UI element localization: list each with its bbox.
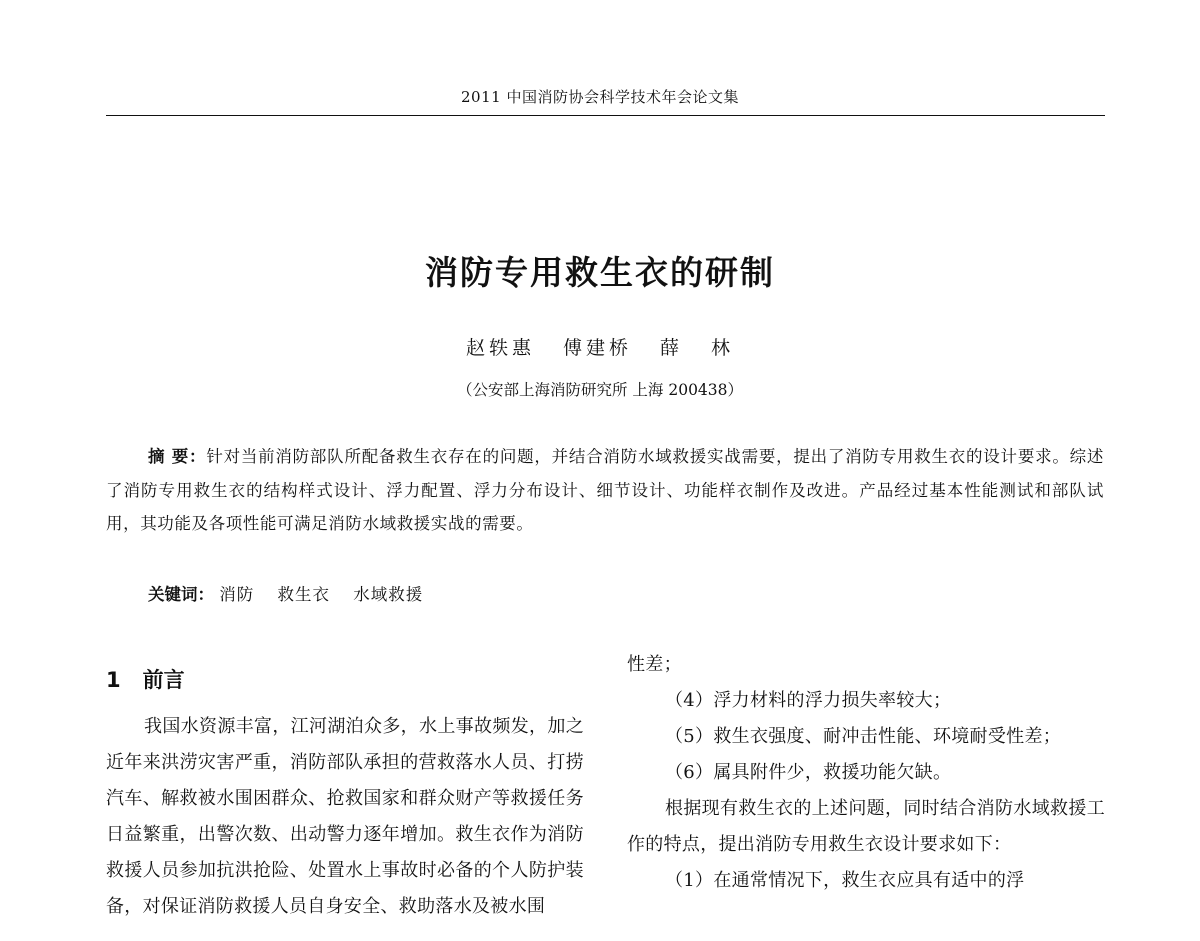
section-title: 前言: [142, 668, 185, 692]
abstract-text: 针对当前消防部队所配备救生衣存在的问题，并结合消防水域救援实战需要，提出了消防专用救生衣的设计要求。综述了消防专用救生衣的结构样式设计、浮力配置、浮力分布设计、细节设计、功能样衣制作及改进。产品经过基本性能测试和部队试用，其功能及各项性能可满足消防水域救援实战的需要。: [106, 447, 1104, 533]
keywords: [148, 578, 1098, 611]
list-item: （6）属具附件少，救援功能欠缺。: [665, 762, 952, 783]
right-column: [627, 647, 1105, 899]
keyword: 救生衣: [277, 585, 330, 604]
abstract: [106, 440, 1104, 541]
list-item: （4）浮力材料的浮力损失率较大；: [665, 690, 952, 711]
running-header: 2011 中国消防协会科学技术年会论文集: [461, 88, 739, 106]
keywords-label: 关键词：: [148, 585, 214, 604]
keyword: 消防: [219, 585, 255, 604]
abstract-label: 摘 要：: [148, 447, 207, 466]
header-rule: [106, 115, 1105, 116]
affiliation: （公安部上海消防研究所 上海 200438）: [456, 381, 744, 399]
section-number: 1: [106, 668, 121, 692]
keyword: 水域救援: [353, 585, 424, 604]
list-item: （1）在通常情况下，救生衣应具有适中的浮: [665, 870, 1025, 891]
paragraph: 根据现有救生衣的上述问题，同时结合消防水域救援工作的特点，提出消防专用救生衣设计要求如下：: [627, 798, 1105, 855]
paragraph: 性差；: [627, 654, 682, 675]
list-item: （5）救生衣强度、耐冲击性能、环境耐受性差；: [665, 726, 1062, 747]
paper-title: 消防专用救生衣的研制: [425, 253, 775, 292]
authors: 赵轶惠 傅建桥 薛 林: [465, 337, 735, 359]
left-column-paragraph: 我国水资源丰富，江河湖泊众多，水上事故频发，加之近年来洪涝灾害严重，消防部队承担的营救落水人员、打捞汽车、解救被水围困群众、抢救国家和群众财产等救援任务日益繁重，出警次数、出动警力逐年增加。救生衣作为消防救援人员参加抗洪抢险、处置水上事故时必备的个人防护装备，对保证消防救援人员自身安全、救助落水及被水围: [106, 716, 584, 917]
section-heading: [106, 664, 185, 694]
